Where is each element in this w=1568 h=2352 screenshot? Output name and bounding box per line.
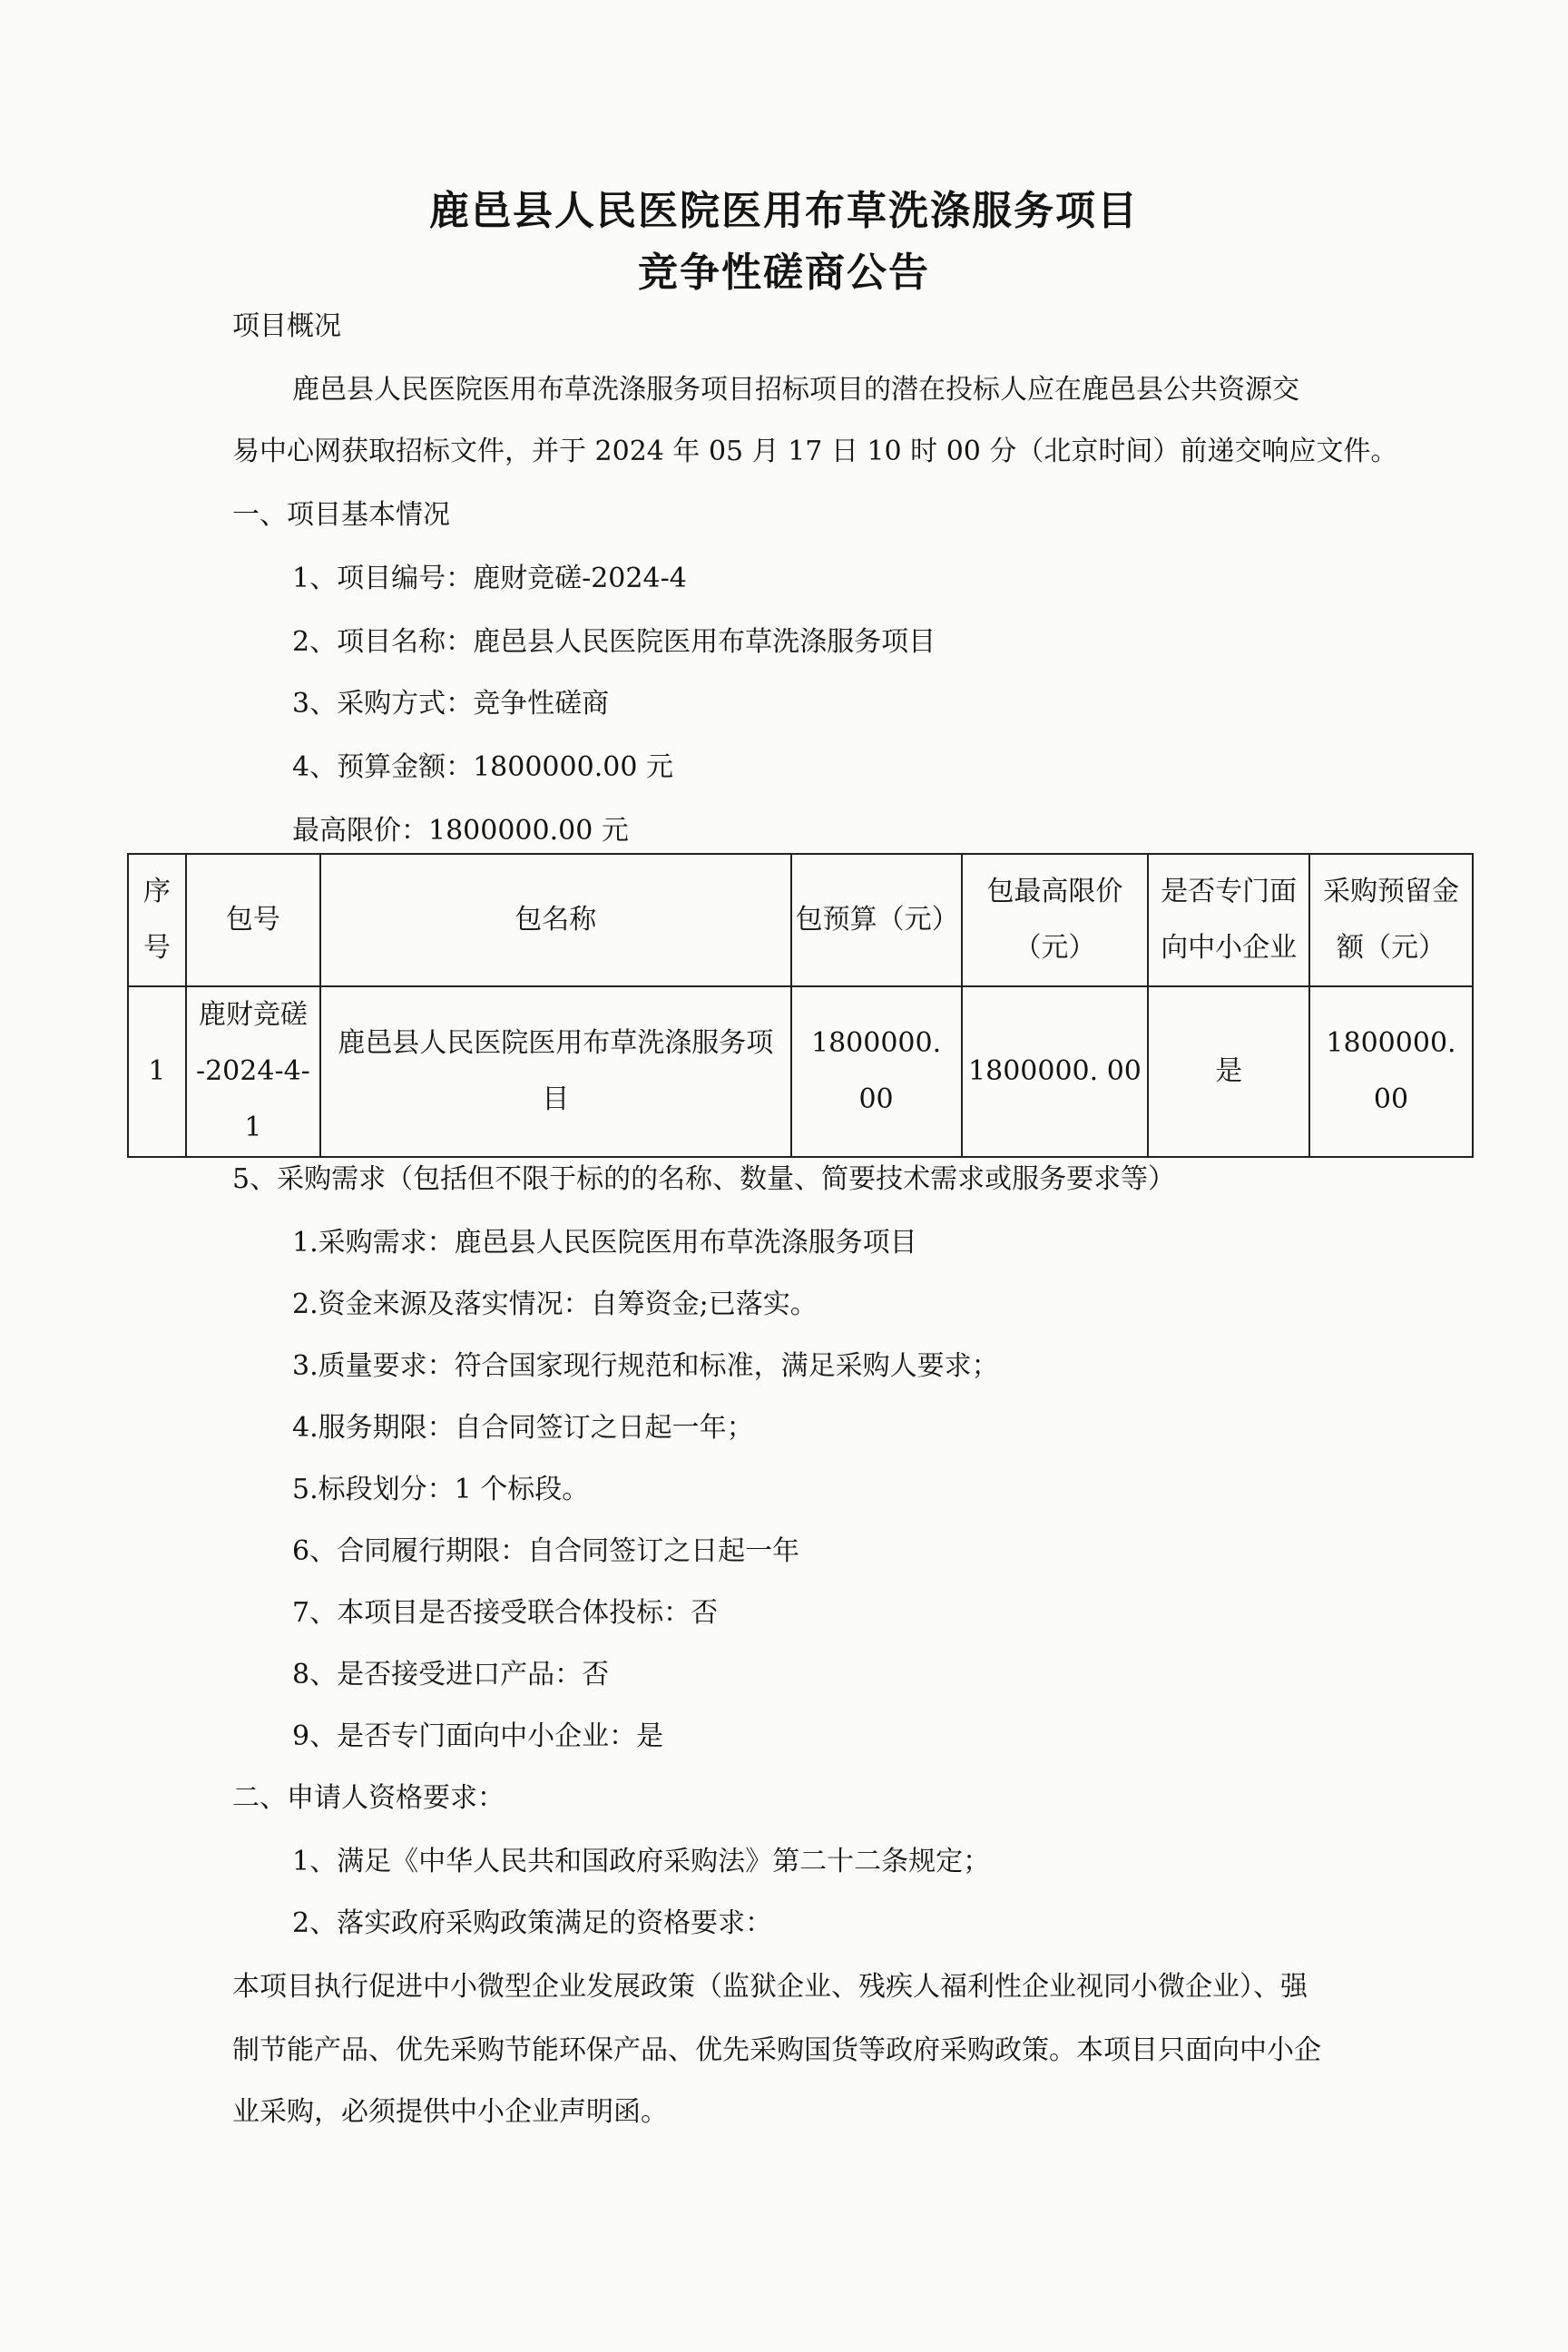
cell-max-price: 1800000. 00: [962, 986, 1149, 1157]
qualification-item: 2、落实政府采购政策满足的资格要求：: [292, 1907, 773, 1939]
table-row: [128, 986, 1473, 1157]
basic-info-item: 2、项目名称：鹿邑县人民医院医用布草洗涤服务项目: [292, 626, 936, 658]
section-heading: 5、采购需求（包括但不限于标的的名称、数量、简要技术需求或服务要求等）: [232, 1163, 1176, 1195]
header-cell-reserved: 采购预留金 额（元）: [1309, 854, 1473, 986]
overview-paragraph-line: 鹿邑县人民医院医用布草洗涤服务项目招标项目的潜在投标人应在鹿邑县公共资源交: [292, 374, 1299, 406]
cell-package-name: 鹿邑县人民医院医用布草洗涤服务项 目: [320, 986, 791, 1157]
header-cell-package-name: 包名称: [320, 854, 791, 986]
header-cell-budget: 包预算（元）: [791, 854, 962, 986]
max-price: 最高限价：1800000.00 元: [292, 815, 629, 847]
header-cell-package-no: 包号: [186, 854, 320, 986]
policy-paragraph-line: 制节能产品、优先采购节能环保产品、优先采购国货等政府采购政策。本项目只面向中小企: [232, 2034, 1321, 2066]
cell-reserved: 1800000. 00: [1309, 986, 1473, 1157]
policy-paragraph-line: 业采购，必须提供中小企业声明函。: [232, 2096, 668, 2128]
requirement-item: 9、是否专门面向中小企业：是: [292, 1720, 664, 1752]
header-cell-sme: 是否专门面 向中小企业: [1148, 854, 1309, 986]
requirement-item: 2.资金来源及落实情况：自筹资金;已落实。: [292, 1289, 818, 1320]
section-heading: 一、项目基本情况: [232, 499, 450, 531]
requirement-item: 8、是否接受进口产品：否: [292, 1659, 610, 1690]
cell-budget: 1800000. 00: [791, 986, 962, 1157]
document-title: 鹿邑县人民医院医用布草洗涤服务项目: [429, 188, 1139, 234]
policy-paragraph-line: 本项目执行促进中小微型企业发展政策（监狱企业、残疾人福利性企业视同小微企业）、强: [232, 1971, 1308, 2003]
requirement-item: 7、本项目是否接受联合体投标：否: [292, 1597, 719, 1629]
header-cell-max-price: 包最高限价 （元）: [962, 854, 1149, 986]
cell-package-no: 鹿财竞磋 -2024-4-1: [186, 986, 320, 1157]
requirement-item: 5.标段划分：1 个标段。: [292, 1474, 590, 1505]
requirement-item: 6、合同履行期限：自合同签订之日起一年: [292, 1535, 800, 1567]
package-table: [127, 853, 1474, 1158]
basic-info-item: 4、预算金额：1800000.00 元: [292, 751, 673, 783]
requirement-item: 3.质量要求：符合国家现行规范和标准，满足采购人要求；: [292, 1350, 999, 1382]
document-subtitle: 竞争性磋商公告: [638, 250, 930, 296]
header-cell-seq: 序 号: [128, 854, 186, 986]
basic-info-item: 1、项目编号：鹿财竞磋-2024-4: [292, 563, 687, 594]
table-header-row: [128, 854, 1473, 986]
overview-heading: 项目概况: [232, 310, 341, 342]
cell-seq: 1: [128, 986, 186, 1157]
basic-info-item: 3、采购方式：竞争性磋商: [292, 688, 610, 720]
qualification-item: 1、满足《中华人民共和国政府采购法》第二十二条规定；: [292, 1846, 991, 1877]
section-heading: 二、申请人资格要求：: [232, 1782, 505, 1814]
cell-sme: 是: [1148, 986, 1309, 1157]
overview-paragraph-line: 易中心网获取招标文件，并于 2024 年 05 月 17 日 10 时 00 分（北京时间）前递交响应文件。: [232, 436, 1398, 467]
requirement-item: 4.服务期限：自合同签订之日起一年；: [292, 1412, 754, 1444]
requirement-item: 1.采购需求：鹿邑县人民医院医用布草洗涤服务项目: [292, 1227, 917, 1259]
